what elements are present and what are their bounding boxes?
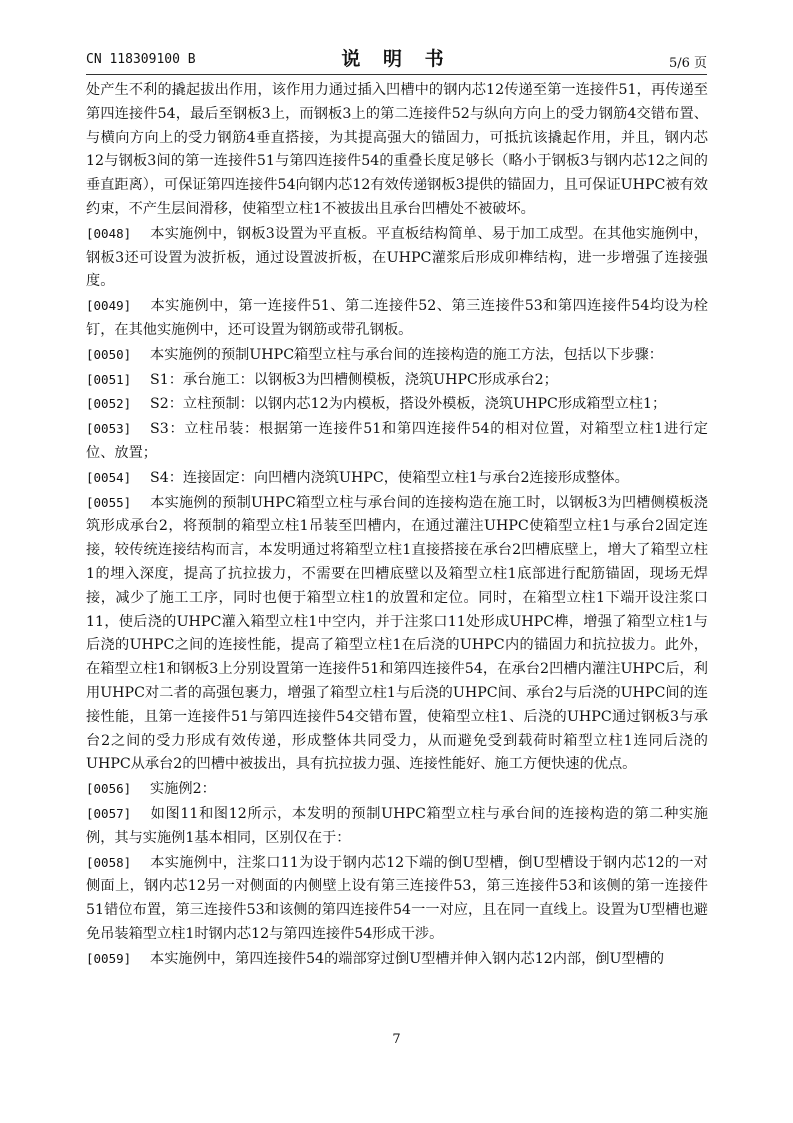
numbered-paragraph: [86, 392, 708, 417]
paragraph-text: S3：立柱吊装：根据第一连接件51和第四连接件54的相对位置，对箱型立柱1进行定位、放置；: [86, 421, 708, 461]
numbered-paragraph: [86, 343, 708, 368]
paragraph-text: S2：立柱预制：以钢内芯12为内模板，搭设外模板，浇筑UHPC形成箱型立柱1；: [150, 396, 667, 413]
paragraph-number: [0052]: [86, 396, 132, 412]
numbered-paragraph: [86, 851, 708, 947]
continued-paragraph: 处产生不利的撬起拔出作用，该作用力通过插入凹槽中的钢内芯12传递至第一连接件51，再传递至第四连接件54，最后至钢板3上，而钢板3上的第二连接件52与纵向方向上的受力钢筋4交错布置、与横向方向上的受力钢筋4垂直搭接，为其提高强大的锚固力，可抵抗该撬起作用，并且，钢内芯12与钢板3间的第一连接件51与第四连接件54的重叠长度足够长（略小于钢板3与钢内芯12之间的垂直距离），可保证第四连接件54向钢内芯12有效传递钢板3提供的锚固力，且可保证UHPC被有效约束，不产生层间滑移，使箱型立柱1不被拔出且承台凹槽处不被破坏。: [86, 82, 708, 217]
numbered-paragraph: [86, 466, 708, 491]
paragraph-number: [0051]: [86, 371, 132, 387]
numbered-paragraph: [86, 368, 708, 393]
numbered-paragraph: [86, 294, 708, 343]
paragraph-number: [0056]: [86, 781, 132, 797]
page-footer: [0, 1032, 793, 1047]
paragraph-text: 本实施例中，第四连接件54的端部穿过倒U型槽并伸入钢内芯12内部，倒U型槽的: [150, 950, 665, 967]
numbered-paragraph: [86, 222, 708, 294]
paragraph-number: [0057]: [86, 805, 132, 821]
paragraph-text: 实施例2：: [150, 781, 216, 798]
paragraph-text: 本实施例的预制UHPC箱型立柱与承台间的连接构造在施工时，以钢板3为凹槽侧模板浇筑形成承台2，将预制的箱型立柱1吊装至凹槽内，在通过灌注UHPC使箱型立柱1与承台2固定连接，较传统连接结构而言，本发明通过将箱型立柱1直接搭接在承台2凹槽底壁上，增大了箱型立柱1的埋入深度，提高了抗拉拔力，不需要在凹槽底壁以及箱型立柱1底部进行配筋锚固，现场无焊接，减少了施工工序，同时也便于箱型立柱1的放置和定位。同时，在箱型立柱1下端开设注浆口11，使后浇的UHPC灌入箱型立柱1中空内，并于注浆口11处形成UHPC榫，增强了箱型立柱1与后浇的UHPC之间的连接性能，提高了箱型立柱1在后浇的UHPC内的锚固力和抗拉拔力。此外，在箱型立柱1和钢板3上分别设置第一连接件51和第四连接件54，在承台2凹槽内灌注UHPC后，利用UHPC对二者的高强包裹力，增强了箱型立柱1与后浇的UHPC间、承台2与后浇的UHPC间的连接性能，且第一连接件51与第四连接件54交错布置，使箱型立柱1、后浇的UHPC通过钢板3与承台2之间的受力形成有效传递，形成整体共同受力，从而避免受到载荷时箱型立柱1连同后浇的UHPC从承台2的凹槽中被拔出，具有抗拉拔力强、连接性能好、施工方便快速的优点。: [86, 494, 708, 773]
numbered-paragraph: [86, 947, 708, 972]
header-divider: [86, 74, 707, 75]
patent-number: CN 118309100 B: [86, 52, 196, 67]
page-label: 5/6 页: [668, 56, 707, 71]
paragraph-number: [0048]: [86, 225, 132, 241]
paragraph-number: [0053]: [86, 421, 132, 437]
document-body: [86, 79, 708, 971]
paragraph-number: [0054]: [86, 469, 132, 485]
paragraph-number: [0055]: [86, 494, 132, 510]
paragraph-text: 本实施例中，钢板3设置为平直板。平直板结构简单、易于加工成型。在其他实施例中，钢板3还可设置为波折板，通过设置波折板，在UHPC灌浆后形成卯榫结构，进一步增强了连接强度。: [86, 225, 708, 290]
paragraph-text: S4：连接固定：向凹槽内浇筑UHPC，使箱型立柱1与承台2连接形成整体。: [150, 469, 629, 486]
paragraph-text: S1：承台施工：以钢板3为凹槽侧模板，浇筑UHPC形成承台2；: [150, 371, 558, 388]
paragraph-number: [0050]: [86, 346, 132, 362]
paragraph-text: 本实施例中，注浆口11为设于钢内芯12下端的倒U型槽，倒U型槽设于钢内芯12的一对侧面上，钢内芯12另一对侧面的内侧壁上设有第三连接件53，第三连接件53和该侧的第一连接件51错位布置，第三连接件53和该侧的第四连接件54一一对应，且在同一直线上。设置为U型槽也避免吊装箱型立柱1时钢内芯12与第四连接件54形成干涉。: [86, 854, 708, 942]
paragraph-text: 如图11和图12所示，本发明的预制UHPC箱型立柱与承台间的连接构造的第二种实施例，其与实施例1基本相同，区别仅在于：: [86, 805, 708, 846]
numbered-paragraph: [86, 802, 708, 851]
paragraph-number: [0049]: [86, 298, 132, 314]
paragraph-text: 本实施例中，第一连接件51、第二连接件52、第三连接件53和第四连接件54均设为栓钉，在其他实施例中，还可设置为钢筋或带孔钢板。: [86, 298, 708, 338]
page-number: 7: [392, 1032, 401, 1047]
paragraph-number: [0059]: [86, 950, 132, 966]
numbered-paragraph: [86, 417, 708, 466]
page-header: [86, 44, 707, 74]
document-title: 说 明 书: [341, 48, 452, 70]
numbered-paragraph: [86, 491, 708, 778]
paragraph-number: [0058]: [86, 854, 132, 870]
numbered-paragraph: [86, 777, 708, 802]
paragraph-text: 本实施例的预制UHPC箱型立柱与承台间的连接构造的施工方法，包括以下步骤：: [150, 346, 663, 363]
